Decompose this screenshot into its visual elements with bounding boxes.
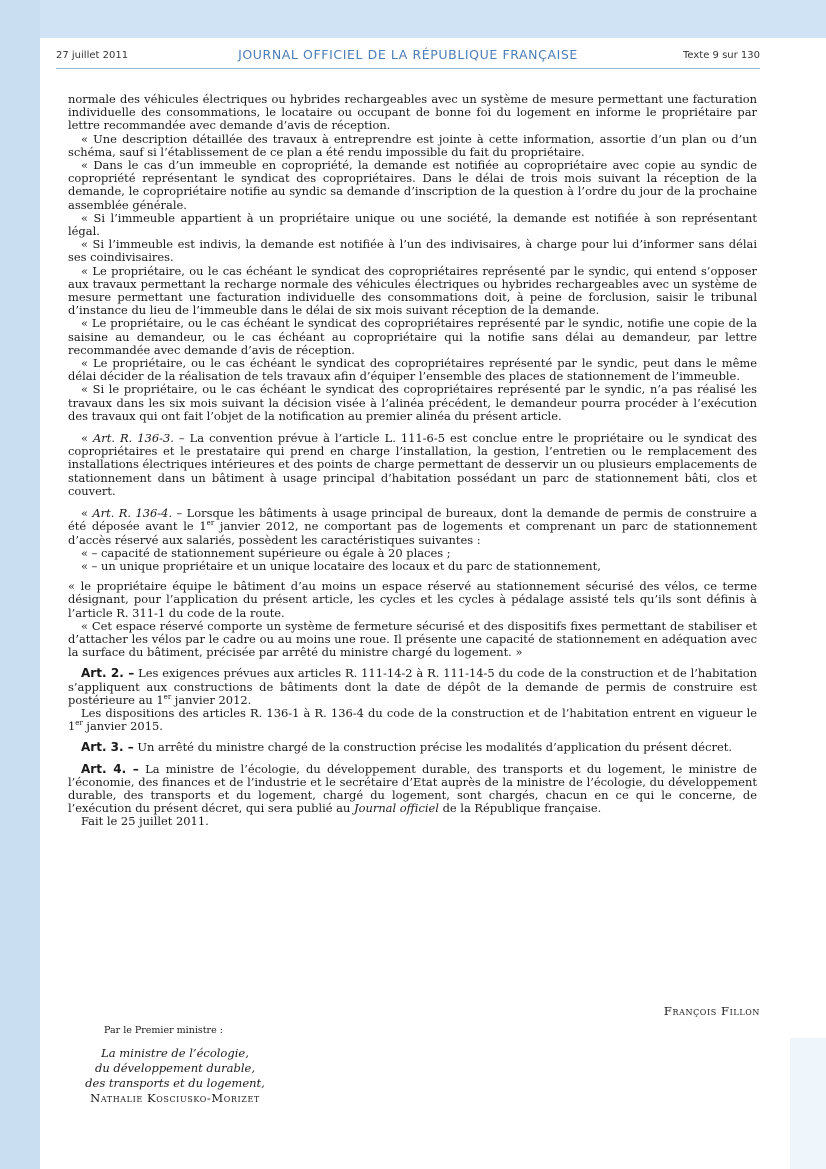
article-r136-3 (68, 432, 757, 498)
article-label: Art. 3. – (81, 740, 134, 755)
quote-mark: « (81, 506, 93, 521)
paragraph: « Le propriétaire, ou le cas échéant le syndicat des copropriétaires représenté par le syndic, notifie une copie de la saisine au demandeur, ou le cas échéant au copropriétaire qui la notifie sans délai au demandeur, par lettre recommandée avec demande d’avis de réception. (68, 316, 757, 357)
minister-title-line: des transports et du logement, (85, 1076, 265, 1090)
ordinal-suffix: er (163, 692, 172, 701)
article-text: Les dispositions des articles R. 136-1 à R. 136-4 du code de la construction et de l’habitation entrent en vigueur le 1 (68, 705, 757, 734)
article-text: La ministre de l’écologie, du développement durable, des transports et du logement, le ministre de l’économie, des finances et de l’industrie et le secrétaire d’Etat auprès de la ministre de l’écologie, du développement durable, des transports et du logement, chargé du logement, sont chargés, chacun en ce qui le concerne, de l’exécution du présent décret, qui sera publié au (68, 761, 757, 816)
article-label: Art. R. 136-3. (93, 431, 174, 446)
header-date: 27 juillet 2011 (56, 50, 129, 61)
paragraph: « Dans le cas d’un immeuble en copropriété, la demande est notifiée au copropriétaire avec copie au syndic de copropriété représentant le syndicat des copropriétaires. Dans le délai de trois mois suivant la réception de la demande, le copropriétaire notifie au syndic sa demande d’inscription de la question à l’ordre du jour de la prochaine assemblée générale. (68, 158, 757, 212)
signoff-date: Fait le 25 juillet 2011. (81, 814, 209, 829)
page-margin-band (0, 0, 40, 1169)
article-text: – Lorsque les bâtiments à usage principal de bureaux, dont la demande de permis de construire a été déposée avant le 1 (68, 506, 757, 534)
paragraph: « Cet espace réservé comporte un système de fermeture sécurisé et des dispositifs fixes permettant de stabiliser et d’attacher les vélos par le cadre ou au moins une roue. Il présente une capacité de stationnement en adéquation avec la surface du bâtiment, précisée par arrêté du ministre chargé du logement. » (68, 618, 757, 660)
article-text: Un arrêté du ministre chargé de la construction précise les modalités d’application du présent décret. (133, 740, 732, 755)
minister-signature-block (70, 1046, 280, 1106)
article-text: de la République française. (438, 801, 602, 816)
journal-name: Journal officiel (354, 801, 439, 816)
minister-title-line: du développement durable, (94, 1061, 256, 1075)
ordinal-suffix: er (75, 719, 83, 728)
paragraph: « le propriétaire équipe le bâtiment d’au moins un espace réservé au stationnement sécurisé des vélos, ce terme désignant, pour l’application du présent article, les cycles et les cycles à pédalage assisté tels qu’ils sont définis à l’article R. 311-1 du code de la route. (68, 579, 757, 620)
journal-header (56, 46, 760, 69)
article-label: Art. 2. – (81, 666, 135, 681)
paragraph: « Une description détaillée des travaux à entreprendre est jointe à cette information, assortie d’un plan ou d’un schéma, sauf si l’établissement de ce plan a été rendu impossible du fait du propriétaire. (68, 131, 757, 159)
article-text: janvier 2015. (82, 719, 163, 734)
article-r136-4 (68, 507, 757, 547)
list-item: « – capacité de stationnement supérieure ou égale à 20 places ; (81, 545, 451, 560)
paragraph: normale des véhicules électriques ou hybrides rechargeables avec un système de mesure permettant une facturation individuelle des consommations, le locataire ou occupant de bonne foi du logement en informe le propriétaire par lettre recommandée avec demande d’avis de réception. (68, 92, 757, 133)
article-text: Les exigences prévues aux articles R. 111-14-2 à R. 111-14-5 du code de la construction et de l’habitation s’appliquent aux constructions de bâtiments dont la date de dépôt de la demande de permis de construire est postérieure au 1 (68, 666, 757, 707)
header-page-ref: Texte 9 sur 130 (682, 50, 760, 61)
minister-title-line: La ministre de l’écologie, (101, 1046, 249, 1060)
article-label: Art. R. 136-4. (92, 506, 173, 521)
article-3 (68, 741, 757, 754)
article-2 (68, 667, 757, 707)
article-4 (68, 763, 757, 816)
article-text: janvier 2012, ne comportant pas de logements et comprenant un parc de stationnement d’accès réservé aux salariés, possèdent les caractéristiques suivantes : (68, 519, 757, 547)
paragraph: « Le propriétaire, ou le cas échéant le syndicat des copropriétaires représenté par le syndic, peut dans le même délai décider de la réalisation de tels travaux afin d’équiper l’ensemble des places de stationnement de l’immeuble. (68, 356, 757, 384)
article-label: Art. 4. – (81, 761, 139, 776)
paragraph: « Si l’immeuble appartient à un propriétaire unique ou une société, la demande est notifiée à son représentant légal. (68, 210, 757, 239)
article-text: – La convention prévue à l’article L. 111-6-5 est conclue entre le propriétaire ou le syndicat des copropriétaires et le prestataire qui prend en charge l’installation, la gestion, l’entretien ou le remplacement des installations électriques intérieures et des points de charge permettant de desservir un ou plusieurs emplacements de stationnement dans un bâtiment à usage principal d’habitation possédant un parc de stationnement bâti, clos et couvert. (68, 431, 757, 498)
document-body (68, 93, 757, 829)
paragraph (68, 707, 757, 733)
article-text: janvier 2012. (171, 692, 252, 707)
paragraph: « Le propriétaire, ou le cas échéant le syndicat des copropriétaires représenté par le syndic, qui entend s’opposer aux travaux permettant la recharge normale des véhicules électriques ou hybrides rechargeables avec un système de mesure permettant une facturation individuelle des consommations doit, à peine de forclusion, saisir le tribunal d’instance du lieu de l’immeuble dans le délai de six mois suivant réception de la demande. (68, 263, 757, 318)
quote-mark: « (81, 431, 94, 446)
signer-name: François Fillon (663, 1004, 760, 1018)
premier-ministre-label: Par le Premier ministre : (104, 1025, 223, 1036)
paragraph: « Si le propriétaire, ou le cas échéant le syndicat des copropriétaires représenté par le syndic, n’a pas réalisé les travaux dans les six mois suivant la décision visée à l’alinéa précédent, le demandeur pourra procéder à l’exécution des travaux qui ont fait l’objet de la notification au premier alinéa du présent article. (68, 382, 757, 423)
ordinal-suffix: er (206, 519, 215, 528)
list-item: « – un unique propriétaire et un unique locataire des locaux et du parc de stationnement, (81, 558, 601, 573)
page-corner-band (790, 1038, 826, 1169)
minister-name: Nathalie Kosciusko-Morizet (90, 1091, 260, 1105)
paragraph: « Si l’immeuble est indivis, la demande est notifiée à l’un des indivisaires, à charge pour lui d’informer sans délai ses coindivisaires. (68, 237, 757, 265)
journal-title: JOURNAL OFFICIEL DE LA RÉPUBLIQUE FRANÇAISE (238, 47, 578, 62)
